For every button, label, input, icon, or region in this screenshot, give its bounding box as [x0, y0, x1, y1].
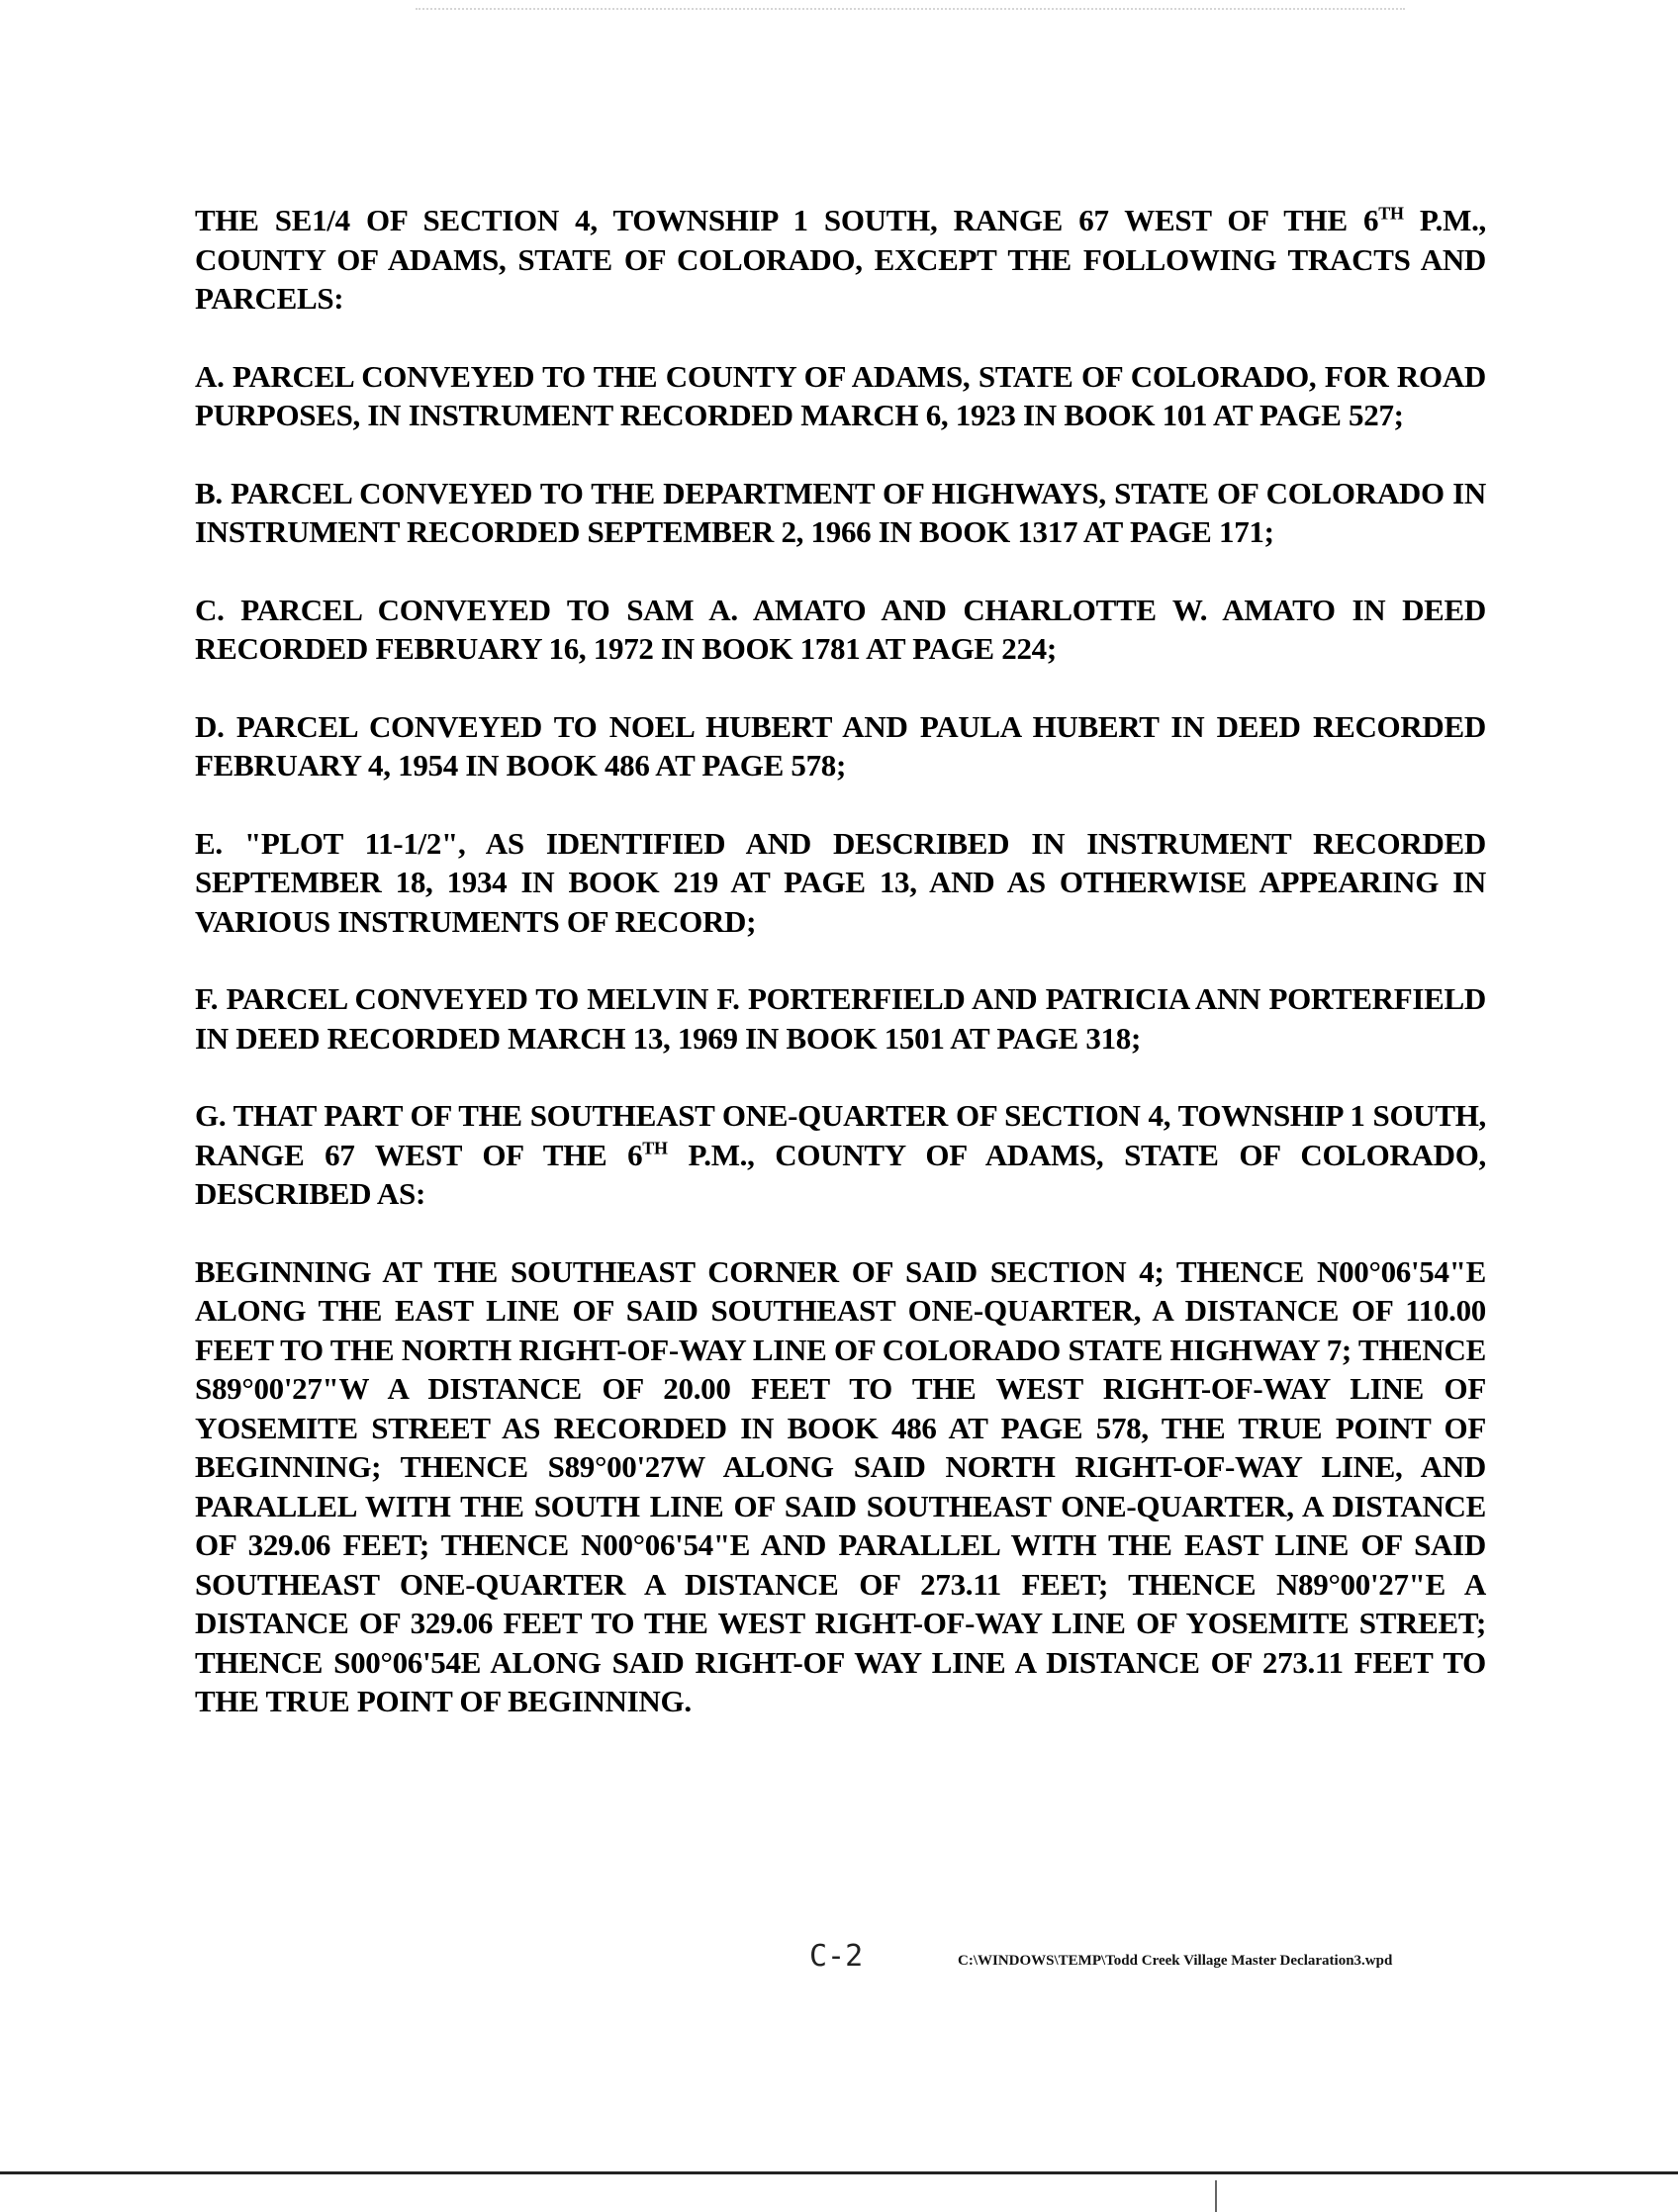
- intro-paragraph: [195, 201, 1486, 319]
- exception-g: [195, 1096, 1486, 1214]
- exception-g-text-before: G. THAT PART OF THE SOUTHEAST ONE-QUARTER OF SECTION 4, TOWNSHIP 1 SOUTH, RANGE 67 WEST OF THE 6: [195, 1098, 1486, 1172]
- exception-f: F. PARCEL CONVEYED TO MELVIN F. PORTERFIELD AND PATRICIA ANN PORTERFIELD IN DEED RECORDED MARCH 13, 1969 IN BOOK 1501 AT PAGE 318;: [195, 981, 1486, 1056]
- exception-d: D. PARCEL CONVEYED TO NOEL HUBERT AND PAULA HUBERT IN DEED RECORDED FEBRUARY 4, 1954 IN BOOK 486 AT PAGE 578;: [195, 708, 1486, 783]
- metes-and-bounds-description: BEGINNING AT THE SOUTHEAST CORNER OF SAID SECTION 4; THENCE N00°06'54"E ALONG THE EAST LINE OF SAID SOUTHEAST ONE-QUARTER, A DISTANCE OF 110.00 FEET TO THE NORTH RIGHT-OF-WAY LINE OF COLORADO STATE HIGHWAY 7; THENCE S89°00'27"W A DISTANCE OF 20.00 FEET TO THE WEST RIGHT-OF-WAY LINE OF YOSEMITE STREET AS RECORDED IN BOOK 486 AT PAGE 578, THE TRUE POINT OF BEGINNING; THENCE S89°00'27W ALONG SAID NORTH RIGHT-OF-WAY LINE, AND PARALLEL WITH THE SOUTH LINE OF SAID SOUTHEAST ONE-QUARTER, A DISTANCE OF 329.06 FEET; THENCE N00°06'54"E AND PARALLEL WITH THE EAST LINE OF SAID SOUTHEAST ONE-QUARTER A DISTANCE OF 273.11 FEET; THENCE N89°00'27"E A DISTANCE OF 329.06 FEET TO THE WEST RIGHT-OF-WAY LINE OF YOSEMITE STREET; THENCE S00°06'54E ALONG SAID RIGHT-OF WAY LINE A DISTANCE OF 273.11 FEET TO THE TRUE POINT OF BEGINNING.: [195, 1253, 1486, 1718]
- legal-description: [195, 201, 1486, 1760]
- scan-artifact-top: [416, 8, 1405, 14]
- intro-text-before: THE SE1/4 OF SECTION 4, TOWNSHIP 1 SOUTH, RANGE 67 WEST OF THE 6: [195, 203, 1379, 237]
- page-number: C-2: [809, 1939, 864, 1974]
- exception-a: A. PARCEL CONVEYED TO THE COUNTY OF ADAMS, STATE OF COLORADO, FOR ROAD PURPOSES, IN INSTRUMENT RECORDED MARCH 6, 1923 IN BOOK 101 AT PAGE 527;: [195, 358, 1486, 432]
- ordinal-suffix: TH: [642, 1138, 668, 1158]
- file-path: C:\WINDOWS\TEMP\Todd Creek Village Master Declaration3.wpd: [958, 1953, 1393, 1969]
- scan-artifact-tick: [1215, 2180, 1217, 2212]
- intro-text-after: P.M., COUNTY OF ADAMS, STATE OF COLORADO, EXCEPT THE FOLLOWING TRACTS AND PARCELS:: [195, 203, 1486, 316]
- ordinal-suffix: TH: [1378, 203, 1404, 224]
- exception-c: C. PARCEL CONVEYED TO SAM A. AMATO AND CHARLOTTE W. AMATO IN DEED RECORDED FEBRUARY 16, 1972 IN BOOK 1781 AT PAGE 224;: [195, 592, 1486, 666]
- exception-b: B. PARCEL CONVEYED TO THE DEPARTMENT OF HIGHWAYS, STATE OF COLORADO IN INSTRUMENT RECORDED SEPTEMBER 2, 1966 IN BOOK 1317 AT PAGE 171;: [195, 475, 1486, 549]
- exception-e: E. "PLOT 11-1/2", AS IDENTIFIED AND DESCRIBED IN INSTRUMENT RECORDED SEPTEMBER 18, 1934 IN BOOK 219 AT PAGE 13, AND AS OTHERWISE APPEARING IN VARIOUS INSTRUMENTS OF RECORD;: [195, 825, 1486, 939]
- bottom-rule: [0, 2171, 1678, 2174]
- exception-g-text-after: P.M., COUNTY OF ADAMS, STATE OF COLORADO, DESCRIBED AS:: [195, 1137, 1486, 1211]
